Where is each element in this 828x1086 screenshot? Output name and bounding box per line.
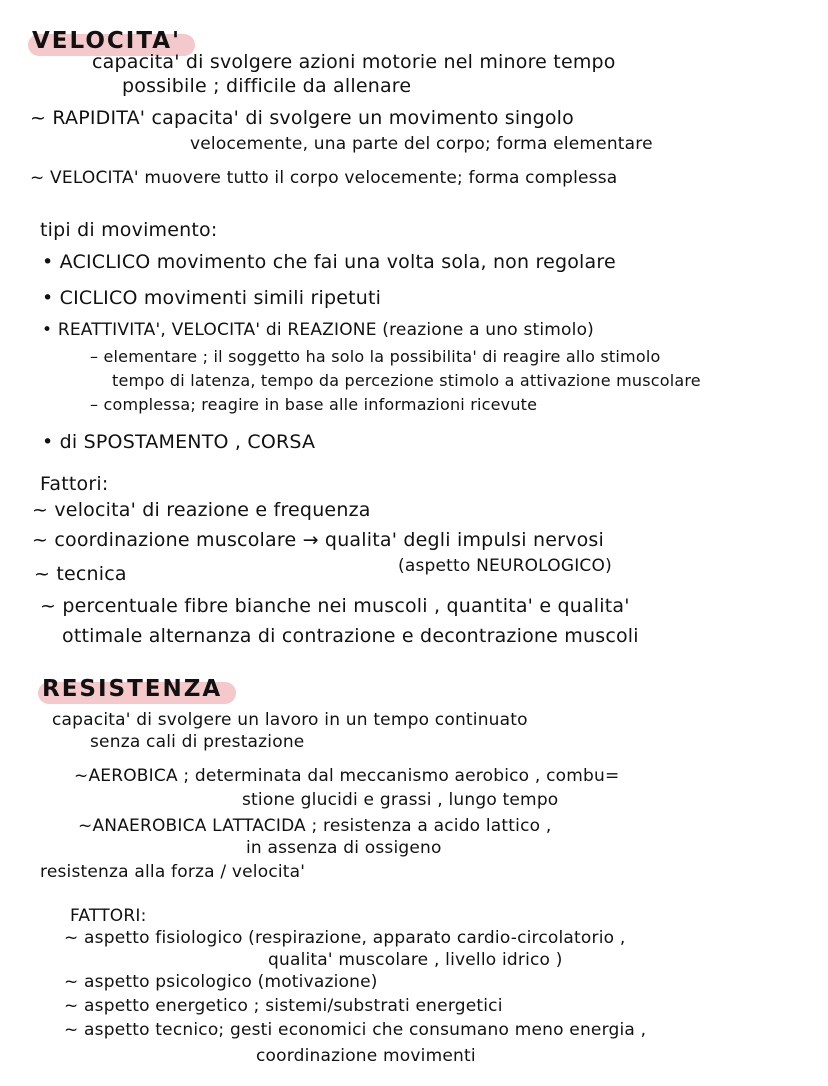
aerobica-line-2: stione glucidi e grassi , lungo tempo bbox=[242, 790, 559, 810]
velocita-fattori-heading: Fattori: bbox=[40, 473, 109, 495]
tipi-movimento: tipi di movimento: bbox=[40, 219, 218, 241]
velocita-heading: VELOCITA' bbox=[32, 28, 181, 54]
resistenza-definition-line-1: capacita' di svolgere un lavoro in un tempo continuato bbox=[52, 710, 528, 730]
resistenza-forza-line: resistenza alla forza / velocita' bbox=[40, 862, 306, 882]
velocita-fattore-4: ~ percentuale fibre bianche nei muscoli , quantita' e qualita' bbox=[40, 595, 630, 617]
reattivita-item: • REATTIVITA', VELOCITA' di REAZIONE (reazione a uno stimolo) bbox=[42, 320, 595, 340]
complessa-line: – complessa; reagire in base alle informazioni ricevute bbox=[90, 395, 538, 414]
resistenza-fattori-heading: FATTORI: bbox=[70, 906, 147, 926]
resistenza-fattore-1: ~ aspetto fisiologico (respirazione, apparato cardio-circolatorio , bbox=[64, 928, 626, 948]
ciclico-item: • CICLICO movimenti simili ripetuti bbox=[42, 287, 382, 309]
rapidita-line-2: velocemente, una parte del corpo; forma elementare bbox=[190, 134, 653, 154]
velocita-definition-line-1: capacita' di svolgere azioni motorie nel minore tempo bbox=[92, 51, 616, 73]
aciclico-item: • ACICLICO movimento che fai una volta sola, non regolare bbox=[42, 251, 616, 273]
aerobica-line-1: ~AEROBICA ; determinata dal meccanismo aerobico , combu= bbox=[74, 766, 620, 786]
velocita-corpo-line: ~ VELOCITA' muovere tutto il corpo velocemente; forma complessa bbox=[30, 168, 618, 188]
resistenza-fattore-4: ~ aspetto tecnico; gesti economici che consumano meno energia , bbox=[64, 1020, 647, 1040]
velocita-fattore-4-cont: ottimale alternanza di contrazione e decontrazione muscoli bbox=[62, 625, 639, 647]
velocita-fattore-1: ~ velocita' di reazione e frequenza bbox=[32, 499, 371, 521]
rapidita-line-1: ~ RAPIDITA' capacita' di svolgere un movimento singolo bbox=[30, 107, 574, 129]
anaerobica-line-2: in assenza di ossigeno bbox=[246, 838, 442, 858]
resistenza-fattore-2: ~ aspetto psicologico (motivazione) bbox=[64, 972, 378, 992]
velocita-fattore-3: ~ tecnica bbox=[34, 563, 127, 585]
anaerobica-line-1: ~ANAEROBICA LATTACIDA ; resistenza a acido lattico , bbox=[78, 816, 552, 836]
resistenza-fattore-3: ~ aspetto energetico ; sistemi/substrati energetici bbox=[64, 996, 503, 1016]
velocita-fattore-2-note: (aspetto NEUROLOGICO) bbox=[398, 556, 612, 576]
velocita-fattore-2: ~ coordinazione muscolare → qualita' degli impulsi nervosi bbox=[32, 529, 604, 551]
velocita-definition-line-2: possibile ; difficile da allenare bbox=[122, 75, 412, 97]
elementare-line-1: – elementare ; il soggetto ha solo la possibilita' di reagire allo stimolo bbox=[90, 347, 661, 366]
elementare-line-2: tempo di latenza, tempo da percezione stimolo a attivazione muscolare bbox=[112, 371, 701, 390]
resistenza-fattore-1-cont: qualita' muscolare , livello idrico ) bbox=[268, 950, 563, 970]
resistenza-fattore-4-cont: coordinazione movimenti bbox=[256, 1046, 476, 1066]
resistenza-definition-line-2: senza cali di prestazione bbox=[90, 732, 305, 752]
spostamento-item: • di SPOSTAMENTO , CORSA bbox=[42, 431, 316, 453]
resistenza-heading: RESISTENZA bbox=[42, 676, 222, 702]
